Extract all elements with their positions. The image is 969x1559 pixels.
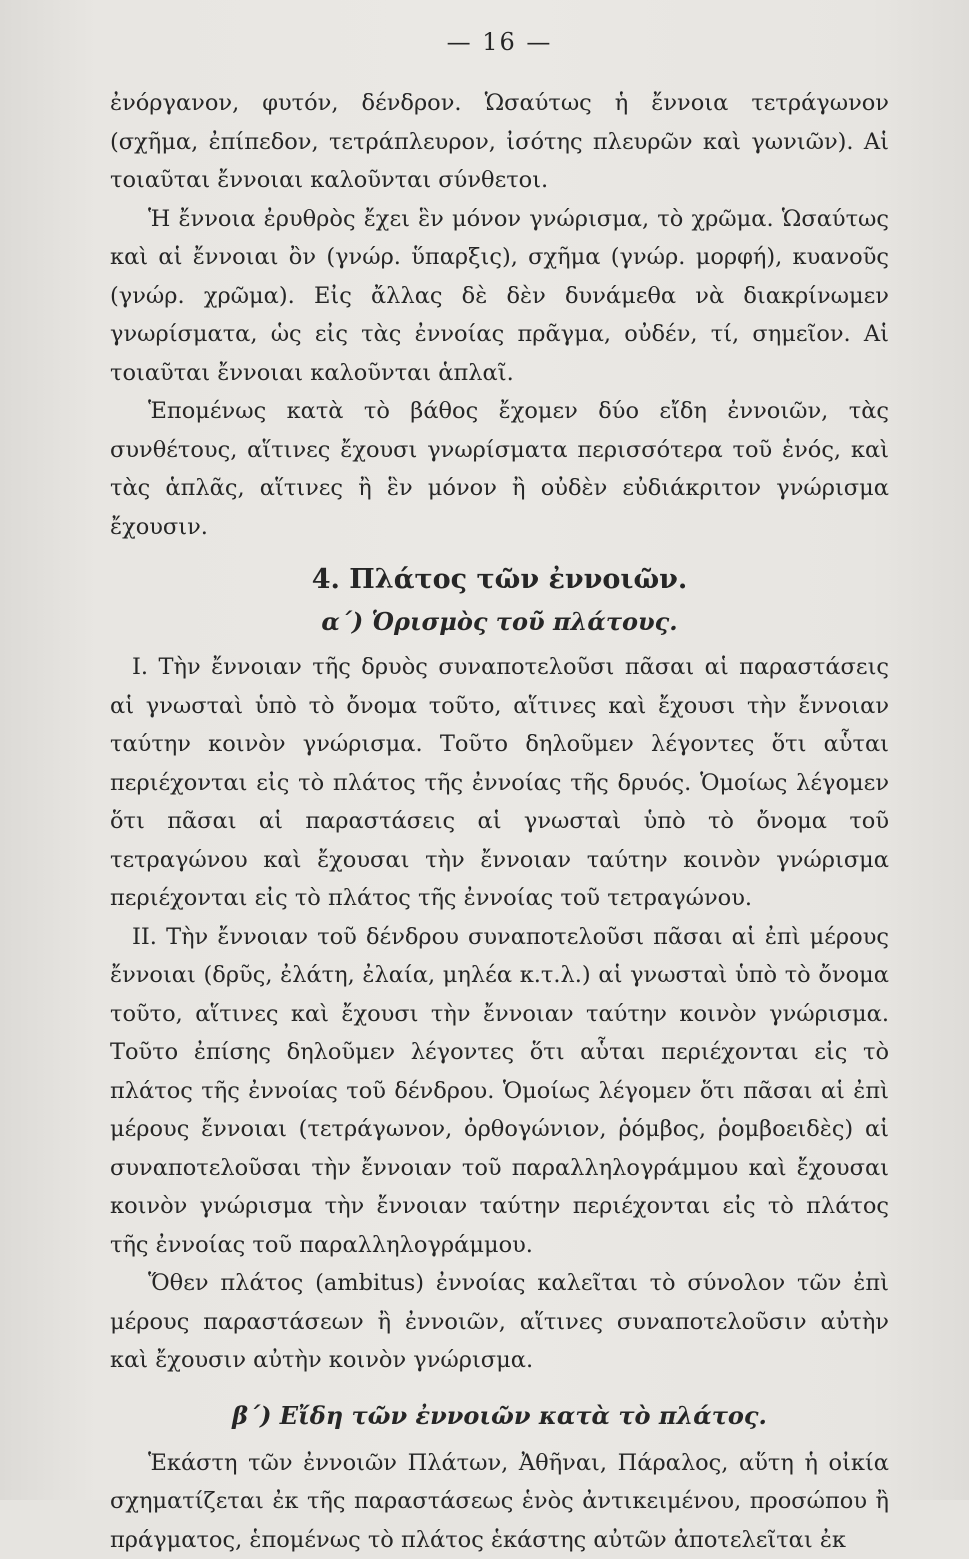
paragraph-breadth-definition: Ὅθεν πλάτος (ambitus) ἐννοίας καλεῖται τὸ σύνολον τῶν ἐπὶ μέρους παραστάσεων ἢ ἐννοιῶν, αἵτινες συναποτελοῦσιν αὐτὴν καὶ ἔχουσιν αὐτὴν κοινὸν γνώρισμα. <box>110 1264 889 1380</box>
paragraph-kinds-intro: Ἑκάστη τῶν ἐννοιῶν Πλάτων, Ἀθῆναι, Πάραλος, αὕτη ἡ οἰκία σχηματίζεται ἐκ τῆς παραστάσεως ἑνὸς ἀντικειμένου, προσώπου ἢ πράγματος, ἑπομένως τὸ πλάτος ἑκάστης αὐτῶν ἀποτελεῖται ἐκ <box>110 1444 889 1559</box>
subheading-kinds: β΄) Εἴδη τῶν ἐννοιῶν κατὰ τὸ πλάτος. <box>110 1398 889 1434</box>
paragraph-composite-concepts: ἐνόργανον, φυτόν, δένδρον. Ὡσαύτως ἡ ἔννοια τετράγωνον (σχῆμα, ἐπίπεδον, τετράπλευρον, ἰσότης πλευρῶν καὶ γωνιῶν). Αἱ τοιαῦται ἔννοιαι καλοῦνται σύνθετοι. <box>110 84 889 200</box>
paragraph-depth-summary: Ἑπομένως κατὰ τὸ βάθος ἔχομεν δύο εἴδη ἐννοιῶν, τὰς συνθέτους, αἵτινες ἔχουσι γνωρίσματα περισσότερα τοῦ ἑνός, καὶ τὰς ἁπλᾶς, αἵτινες ἢ ἓν μόνον ἢ οὐδὲν εὐδιάκριτον γνώρισμα ἔχουσιν. <box>110 392 889 546</box>
paragraph-item-ii: II. Τὴν ἔννοιαν τοῦ δένδρου συναποτελοῦσι πᾶσαι αἱ ἐπὶ μέρους ἔννοιαι (δρῦς, ἐλάτη, ἐλαία, μηλέα κ.τ.λ.) αἱ γνωσταὶ ὑπὸ τὸ ὄνομα τοῦτο, αἵτινες καὶ ἔχουσι τὴν ἔννοιαν ταύτην κοινὸν γνώρισμα. Τοῦτο ἐπίσης δηλοῦμεν λέγοντες ὅτι αὗται περιέχονται εἰς τὸ πλάτος τῆς ἐννοίας τοῦ δένδρου. Ὁμοίως λέγομεν ὅτι πᾶσαι αἱ ἐπὶ μέρους ἔννοιαι (τετράγωνον, ὀρθογώνιον, ῥόμβος, ῥομβοειδὲς) αἱ συναποτελοῦσαι τὴν ἔννοιαν τοῦ παραλληλογράμμου καὶ ἔχουσαι κοινὸν γνώρισμα τὴν ἔννοιαν ταύτην περιέχονται εἰς τὸ πλάτος τῆς ἐννοίας τοῦ παραλληλογράμμου. <box>110 918 889 1265</box>
text-block-lower <box>110 648 889 1380</box>
paragraph-item-i: I. Τὴν ἔννοιαν τῆς δρυὸς συναποτελοῦσι πᾶσαι αἱ παραστάσεις αἱ γνωσταὶ ὑπὸ τὸ ὄνομα τοῦτο, αἵτινες καὶ ἔχουσι τὴν ἔννοιαν ταύτην κοινὸν γνώρισμα. Τοῦτο δηλοῦμεν λέγοντες ὅτι αὗται περιέχονται εἰς τὸ πλάτος τῆς ἐννοίας τῆς δρυός. Ὁμοίως λέγομεν ὅτι πᾶσαι αἱ παραστάσεις αἱ γνωσταὶ ὑπὸ τὸ ὄνομα τοῦ τετραγώνου καὶ ἔχουσαι τὴν ἔννοιαν ταύτην κοινὸν γνώρισμα περιέχονται εἰς τὸ πλάτος τῆς ἐννοίας τοῦ τετραγώνου. <box>110 648 889 918</box>
subheading-definition: α΄) Ὁρισμὸς τοῦ πλάτους. <box>110 604 889 640</box>
paragraph-simple-concepts: Ἡ ἔννοια ἐρυθρὸς ἔχει ἓν μόνον γνώρισμα, τὸ χρῶμα. Ὡσαύτως καὶ αἱ ἔννοιαι ὂν (γνώρ. ὕπαρξις), σχῆμα (γνώρ. μορφή), κυανοῦς (γνώρ. χρῶμα). Εἰς ἄλλας δὲ δὲν δυνάμεθα νὰ διακρίνωμεν γνωρίσματα, ὡς εἰς τὰς ἐννοίας πρᾶγμα, οὐδέν, τί, σημεῖον. Αἱ τοιαῦται ἔννοιαι καλοῦνται ἁπλαῖ. <box>110 200 889 393</box>
page-number: — 16 — <box>110 22 889 62</box>
section-heading-breadth: 4. Πλάτος τῶν ἐννοιῶν. <box>110 560 889 600</box>
text-block-upper <box>110 84 889 546</box>
